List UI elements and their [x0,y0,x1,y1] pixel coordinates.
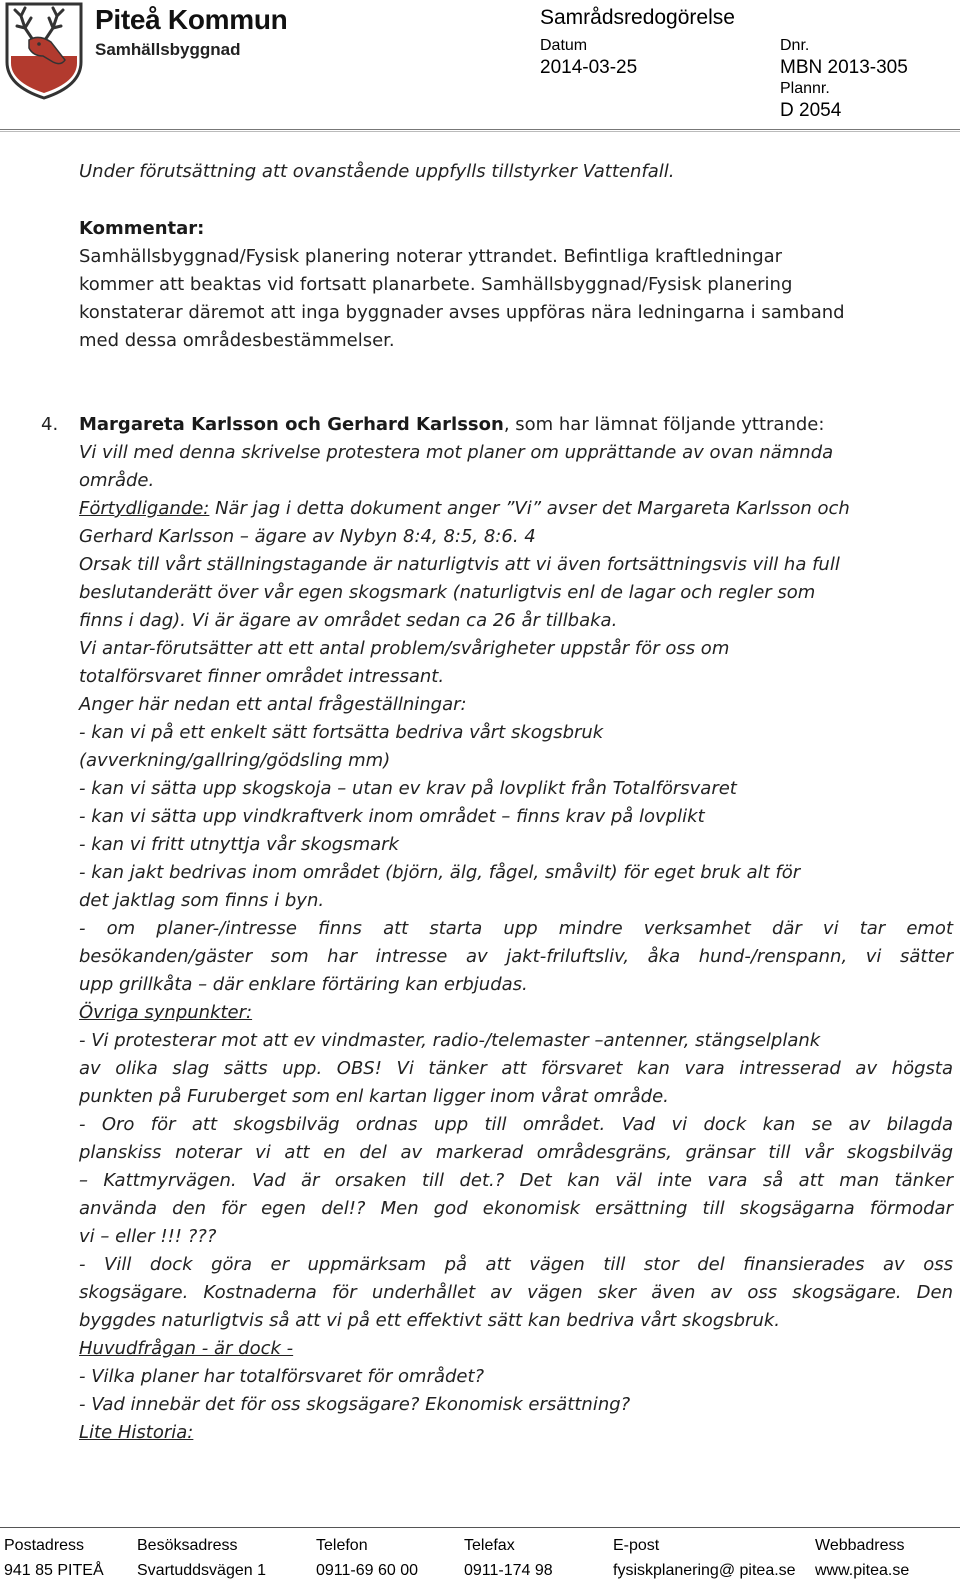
footer-fax-value: 0911-174 98 [464,1562,553,1579]
main-question-heading: Huvudfrågan - är dock - [79,1338,294,1359]
reason-line: - kan jakt bedrivas inom området (björn, älg, fågel, småvilt) för eget bruk alt för [79,862,801,883]
road-line: - Oro för att skogsbilväg ordnas upp till området. Vad vi dock kan se av bilagda [79,1114,953,1135]
reason-line: totalförsvaret finner området intressant. [79,666,445,687]
item-number: 4. [41,414,59,435]
dnr-value: MBN 2013-305 [780,57,908,78]
attention-line: byggdes naturligtvis så att vi på ett effektivt sätt kan bedriva vårt skogsbruk. [79,1310,781,1331]
footer-visit-value: Svartuddsvägen 1 [137,1562,266,1579]
other-line: punkten på Furuberget som enl kartan ligger inom vårat område. [79,1086,669,1107]
organization-name: Piteå Kommun [95,4,288,35]
organization-department: Samhällsbyggnad [95,40,241,59]
date-label: Datum [540,37,588,54]
footer-phone-value: 0911-69 60 00 [316,1562,419,1579]
reason-line: beslutanderätt över vår egen skogsmark (naturligtvis enl de lagar och regler som [79,582,816,603]
business-line: - om planer-/intresse finns att starta upp mindre verksamhet där vi tar emot [79,918,953,939]
reason-line: Vi antar-förutsätter att ett antal problem/svårigheter uppstår för oss om [79,638,730,659]
reason-line: det jaktlag som finns i byn. [79,890,325,911]
comment-line: med dessa områdesbestämmelser. [79,330,395,351]
plannr-value: D 2054 [780,100,842,121]
footer-phone-label: Telefon [316,1537,368,1554]
reason-line: Orsak till vårt ställningstagande är naturligtvis att vi även fortsättningsvis vill ha full [79,554,840,575]
main-question-line: - Vilka planer har totalförsvaret för området? [79,1366,485,1387]
reason-line: finns i dag). Vi är ägare av området sedan ca 26 år tillbaka. [79,610,618,631]
comment-heading: Kommentar: [79,218,205,239]
business-line: upp grillkåta – där enklare förtäring kan erbjudas. [79,974,528,995]
attention-line: - Vill dock göra er uppmärksam på att vägen till stor del finansierades av oss [79,1254,953,1275]
other-line: av olika slag sätts upp. OBS! Vi tänker att försvaret kan vara intresserad av högsta [79,1058,953,1079]
comment-line: Samhällsbyggnad/Fysisk planering noterar yttrandet. Befintliga kraftledningar [79,246,783,267]
footer-email-label: E-post [613,1537,660,1554]
reason-line: - kan vi sätta upp skogskoja – utan ev krav på lovplikt från Totalförsvaret [79,778,737,799]
statement-line: område. [79,470,155,491]
clarification-label: Förtydligande: [79,498,210,519]
footer-fax-label: Telefax [464,1537,515,1554]
reason-line: - kan vi på ett enkelt sätt fortsätta bedriva vårt skogsbruk [79,722,604,743]
other-heading: Övriga synpunkter: [79,1002,253,1023]
item-names: Margareta Karlsson och Gerhard Karlsson [79,414,504,435]
footer-email-value: fysiskplanering@ pitea.se [613,1562,796,1579]
footer-web-value: www.pitea.se [815,1562,910,1579]
clarification-rest: När jag i detta dokument anger ”Vi” avser det Margareta Karlsson och [209,498,850,519]
reason-line: - kan vi sätta upp vindkraftverk inom området – finns krav på lovplikt [79,806,705,827]
statement-line: Vi vill med denna skrivelse protestera mot planer om upprättande av ovan nämnda [79,442,834,463]
history-heading: Lite Historia: [79,1422,194,1443]
document-title: Samrådsredogörelse [540,6,735,29]
road-line: planskiss noterar vi att en del av markerad områdesgräns, gränsar till vår skogsbilväg [79,1142,953,1163]
road-line: vi – eller !!! ??? [79,1226,217,1247]
item-intro-suffix: , som har lämnat följande yttrande: [503,414,825,435]
footer-web-label: Webbadress [815,1537,905,1554]
comment-line: konstaterar däremot att inga byggnader avses uppföras nära ledningarna i samband [79,302,845,323]
business-line: besökanden/gäster som har intresse av jakt-friluftsliv, åka hund-/renspann, vi sätter [79,946,953,967]
footer-postal-label: Postadress [4,1537,85,1554]
dnr-label: Dnr. [780,37,810,54]
date-value: 2014-03-25 [540,57,638,78]
intro-line: Under förutsättning att ovanstående uppfylls tillstyrker Vattenfall. [79,161,675,182]
road-line: – Kattmyrvägen. Vad är orsaken till det.? Det kan väl inte vara så att man tänker [79,1170,953,1191]
reason-line: Anger här nedan ett antal frågeställningar: [79,694,467,715]
header-divider-secondary [0,131,960,132]
comment-line: kommer att beaktas vid fortsatt planarbete. Samhällsbyggnad/Fysisk planering [79,274,793,295]
clarification-line: Gerhard Karlsson – ägare av Nybyn 8:4, 8:5, 8:6. 4 [79,526,536,547]
footer-postal-value: 941 85 PITEÅ [4,1562,104,1579]
attention-line: skogsägare. Kostnaderna för underhållet av vägen sker även av oss skogsägare. Den [79,1282,953,1303]
header-divider [0,129,960,130]
municipality-crest-icon [3,0,85,100]
main-question-line: - Vad innebär det för oss skogsägare? Ekonomisk ersättning? [79,1394,631,1415]
footer-visit-label: Besöksadress [137,1537,238,1554]
clarification-line [79,495,953,523]
footer-divider [0,1527,960,1528]
reason-line: (avverkning/gallring/gödsling mm) [79,750,391,771]
plannr-label: Plannr. [780,80,830,97]
other-line: - Vi protesterar mot att ev vindmaster, radio-/telemaster –antenner, stängselplank [79,1030,821,1051]
reason-line: - kan vi fritt utnyttja vår skogsmark [79,834,399,855]
road-line: använda den för egen del!? Men god ekonomisk ersättning till skogsägarna förmodar [79,1198,953,1219]
item-intro [79,411,953,439]
